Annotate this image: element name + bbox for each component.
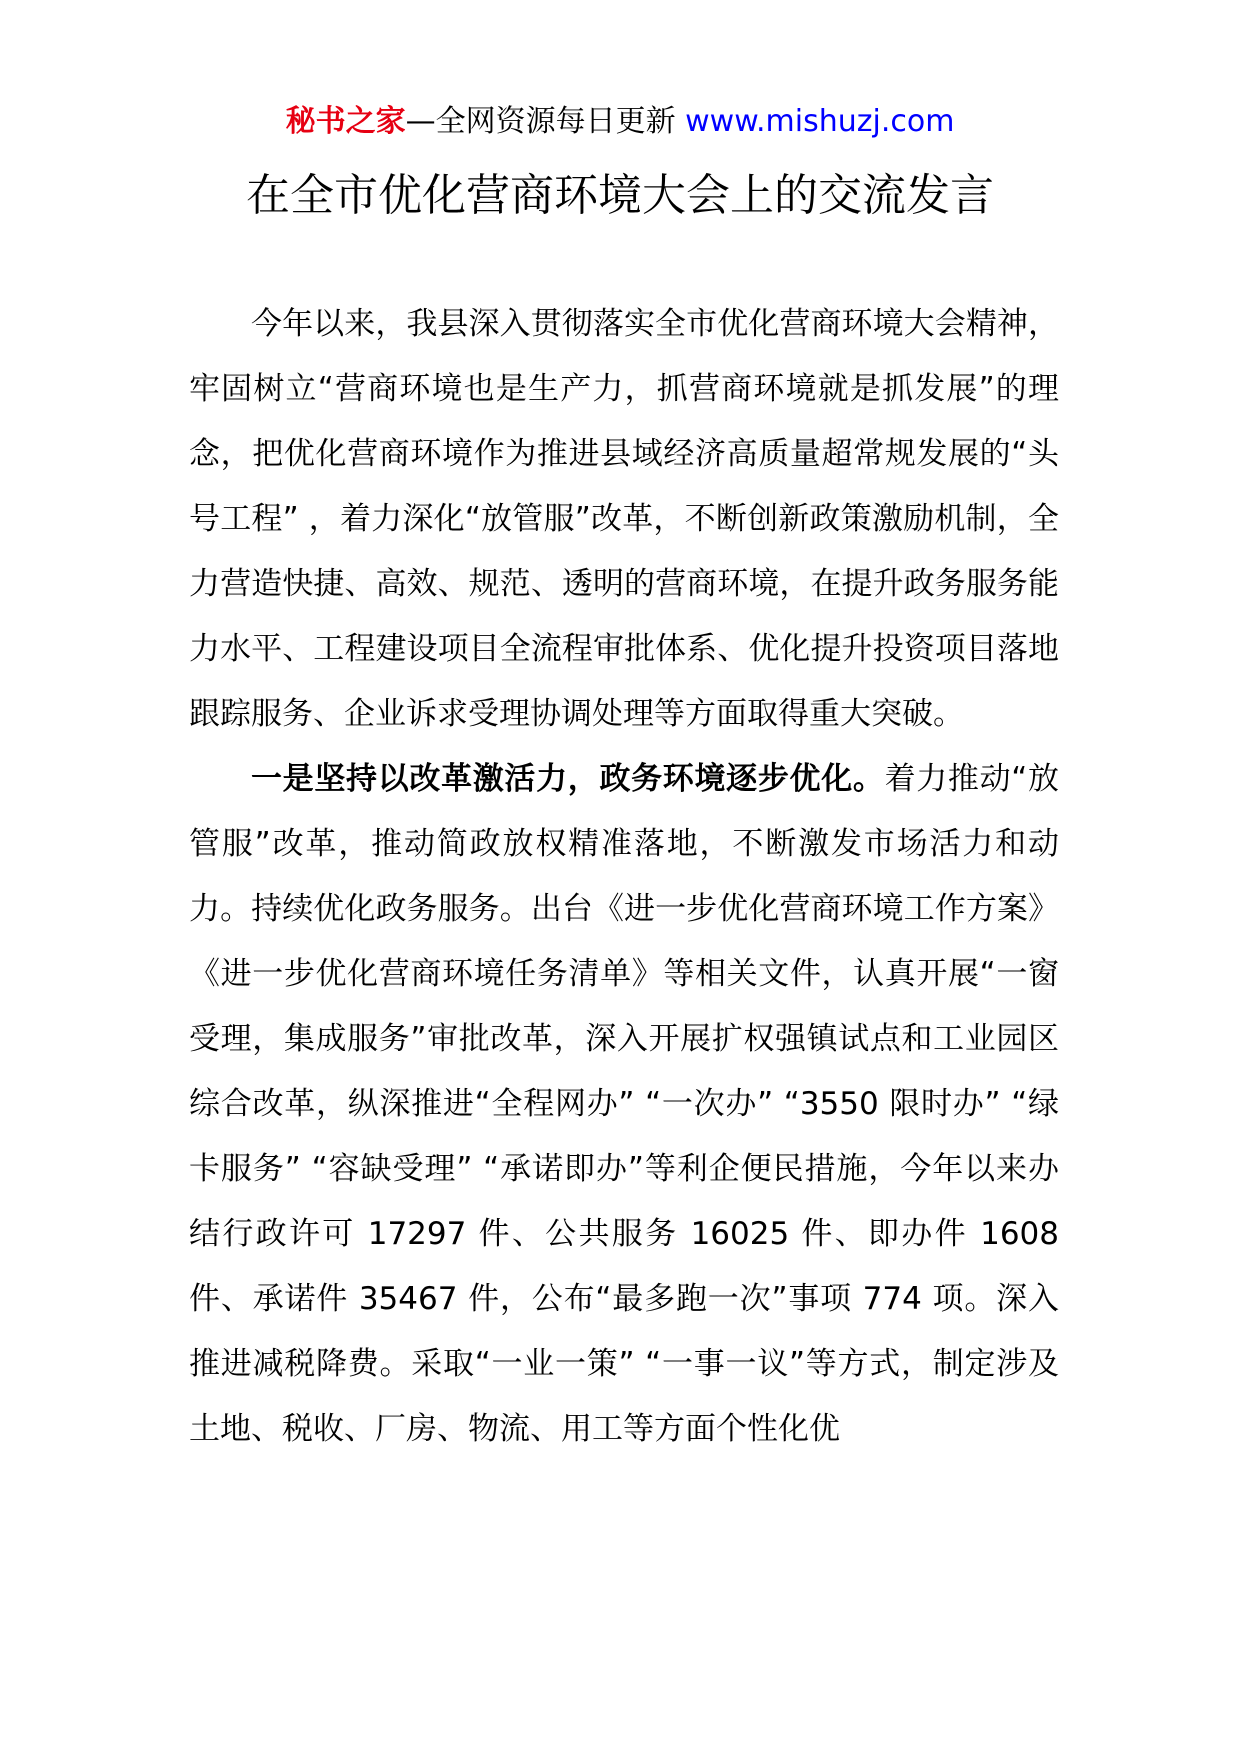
header-url: www.mishuzj.com	[685, 104, 955, 139]
paragraph-text: 着力推动“放管服”改革，推动简政放权精准落地，不断激发市场活力和动力。持续优化政务服务。出台《进一步优化营商环境工作方案》《进一步优化营商环境任务清单》等相关文件，认真开展“一窗受理，集成服务”审批改革，深入开展扩权强镇试点和工业园区综合改革，纵深推进“全程网办” “一次办” “3550 限时办” “绿卡服务” “容缺受理” “承诺即办”等利企便民措施，今年以来办结行政许可 17297 件、公共服务 16025 件、即办件 1608 件、承诺件 35467 件，公布“最多跑一次”事项 774 项。深入推进减税降费。采取“一业一策” “一事一议”等方式，制定涉及土地、税收、厂房、物流、用工等方面个性化优	[189, 761, 1060, 1447]
paragraph-intro	[189, 292, 1059, 747]
paragraph-text: 今年以来，我县深入贯彻落实全市优化营商环境大会精神，牢固树立“营商环境也是生产力，抓营商环境就是抓发展”的理念，把优化营商环境作为推进县域经济高质量超常规发展的“头号工程” ，着力深化“放管服”改革，不断创新政策激励机制，全力营造快捷、高效、规范、透明的营商环境，在提升政务服务能力水平、工程建设项目全流程审批体系、优化提升投资项目落地跟踪服务、企业诉求受理协调处理等方面取得重大突破。	[189, 306, 1059, 732]
document-title: 在全市优化营商环境大会上的交流发言	[246, 170, 994, 221]
site-header	[0, 102, 1240, 142]
document-body	[189, 292, 1059, 1462]
paragraph-point-one	[189, 747, 1059, 1462]
paragraph-lead: 一是坚持以改革激活力，政务环境逐步优化。	[251, 761, 885, 797]
header-slogan: —全网资源每日更新	[405, 104, 686, 139]
brand-name: 秘书之家	[285, 104, 406, 139]
